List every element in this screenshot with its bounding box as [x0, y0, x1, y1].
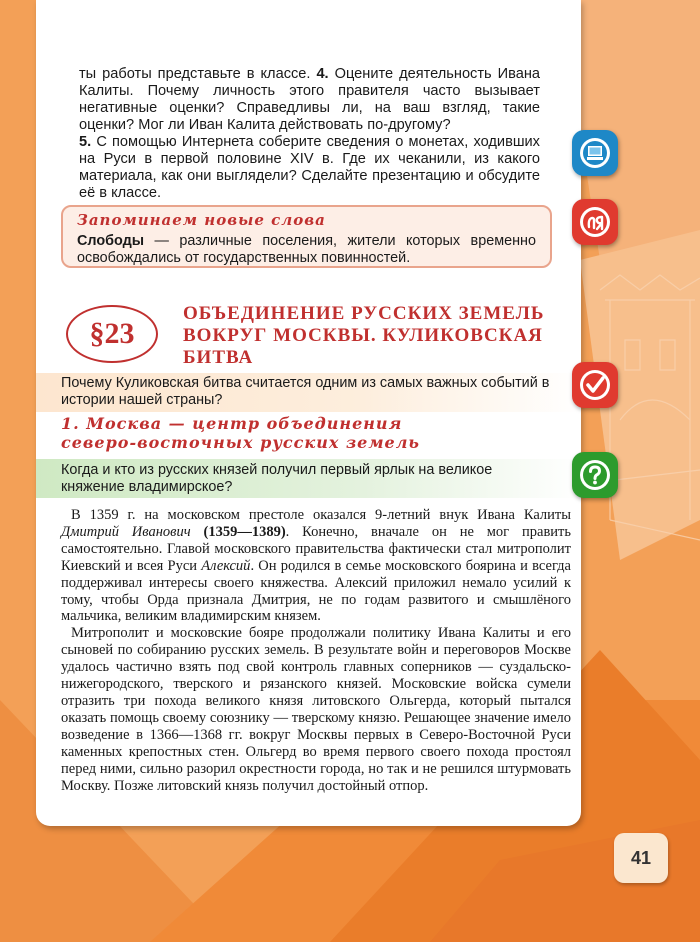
body-text	[61, 507, 571, 794]
paragraph-title: ОБЪЕДИНЕНИЕ РУССКИХ ЗЕМЕЛЬ ВОКРУГ МОСКВЫ. КУЛИКОВСКАЯ БИТВА	[183, 303, 545, 368]
checkmark-icon[interactable]	[572, 362, 618, 408]
question-4-number: 4.	[316, 66, 329, 82]
question-icon[interactable]	[572, 452, 618, 498]
top-paragraph-text: ты работы представьте в классе.	[79, 66, 311, 82]
section-title-line1: 1. Москва — центр объединения	[61, 414, 403, 433]
question-5-number: 5.	[79, 134, 92, 150]
body-paragraph-2: Митрополит и московские бояре продолжали политику Ивана Калиты и его сыновей по собиранию русских земель. В результате войн и переговоров Москве удалось частично взять под свой контроль главных соперников — суздальско-нижегородского, тверского и рязанского князей. Московские войска сумели отразить три похода великого князя литовского Ольгерда, который пытался оказать помощь своему союзнику — тверскому князю. Решающее значение имело возведение в 1366—1368 гг. вокруг Москвы первых в Северо-Восточной Руси каменных крепостных стен. Ольгерд во время первого своего похода простоял перед ними, сильно разорил окрестности города, но так и не решился штурмовать Москву. Позже литовский князь получил достойный отпор.	[61, 625, 571, 794]
term-definition: — различные поселения, жители которых временно освобождались от государственных повинностей.	[77, 233, 536, 266]
question-5-text: С помощью Интернета соберите сведения о монетах, ходивших на Руси в первой половине XIV в. Где их чеканили, из какого материала, как они выглядели? Сделайте презентацию и обсудите её в классе.	[79, 134, 540, 201]
term: Слободы	[77, 233, 145, 249]
body-p1-part-b: . Конечно, вначале он не мог править самостоятельно. Главой московского правительства фактически стал митрополит Киевский и всея Руси	[61, 523, 571, 574]
reign-years: (1359—1389)	[190, 523, 286, 540]
name-dmitry: Дмитрий Иванович	[61, 523, 191, 540]
new-words-box	[61, 205, 552, 268]
question-4-text: Оцените деятельность Ивана Калиты. Почему личность этого правителя часто вызывает негативные оценки? Справедливы ли, на ваш взгляд, такие оценки? Мог ли Иван Калита действовать по-другому?	[79, 66, 540, 133]
name-aleksiy: Алексий	[201, 557, 251, 574]
key-question-band	[36, 373, 581, 412]
paragraph-badge: §23	[66, 305, 158, 363]
computer-icon[interactable]	[572, 130, 618, 176]
page-number: 41	[614, 833, 668, 883]
body-p1-part-a: В 1359 г. на московском престоле оказался 9-летний внук Ивана Калиты	[71, 507, 571, 523]
new-words-title: Запоминаем новые слова	[77, 211, 326, 229]
section-title-line2: северо-восточных русских земель	[61, 433, 420, 452]
dictionary-icon[interactable]	[572, 199, 618, 245]
top-paragraph	[79, 66, 540, 202]
section-title	[61, 414, 541, 452]
key-question: Почему Куликовская битва считается одним из самых важных событий в истории нашей страны?	[61, 375, 550, 408]
body-p1-part-c: . Он родился в семье московского боярина и всегда поддерживал интересы своего княжества. Алексий приложил немало усилий к тому, чтобы Орда признала Дмитрия, не по годам развитого и смышлёного мальчика, великим владимирским князем.	[61, 557, 571, 625]
body-paragraph-1	[61, 507, 571, 625]
section-question-band	[36, 459, 581, 498]
new-words-definition	[77, 233, 536, 267]
section-question: Когда и кто из русских князей получил первый ярлык на великое княжение владимирское?	[61, 462, 493, 495]
